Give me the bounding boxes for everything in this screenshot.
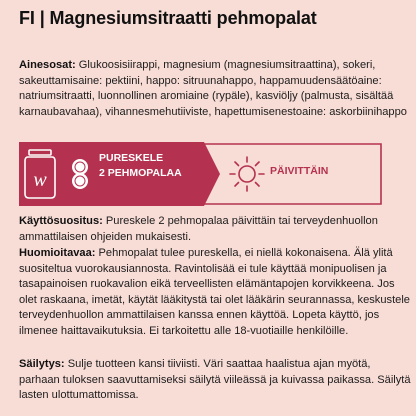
- daily-label: PÄIVITTÄIN: [270, 165, 329, 177]
- chew-line-2: 2 PEHMOPALAA: [99, 167, 182, 179]
- storage-section: [19, 357, 411, 404]
- svg-text:w: w: [33, 169, 47, 191]
- usage-section: [19, 214, 411, 245]
- chew-line-1: PURESKELE: [99, 152, 164, 164]
- ingredients-section: [19, 58, 411, 120]
- warning-section: [19, 246, 411, 340]
- ingredients-heading: Ainesosat:: [19, 59, 76, 71]
- warning-text: Pehmopalat tulee pureskella, ei niellä kokonaisena. Älä ylitä suositeltua vuorokausiannosta. Ravintolisää ei tule käyttää monipuolisen ja tasapainoisen ruokavalion eikä terveellisten elämäntapojen korvikkeena. Jos olet raskaana, imetät, käytät lääkitystä tai olet lääkärin seurannassa, keskustele terveydenhuollon ammattilaisen kanssa ennen käyttöä. Lopeta käyttö, jos ilmenee haittavaikutuksia. Ei tarkoitettu alle 18-vuotiaille henkilöille.: [19, 247, 410, 337]
- usage-heading: Käyttösuositus:: [19, 215, 103, 227]
- warning-heading: Huomioitavaa:: [19, 247, 96, 259]
- ingredients-text: Glukoosisiirappi, magnesium (magnesiumsitraattina), sokeri, sakeuttamisaine: pektiini, happo: sitruunahappo, happamuudensäätöaine: natriumsitraatti, luonnollinen aromiaine (rypäle), kasviöljy (palmusta, sisältää karnaubavahaa), vihannesmehutiiviste, hapettumisenestoaine: askorbiinihappo: [19, 59, 407, 118]
- chew-instruction: [99, 151, 182, 181]
- storage-text: Sulje tuotteen kansi tiiviisti. Väri saattaa haalistua ajan myötä, parhaan tuloksen saavuttamiseksi säilytä viileässä ja kuivassa paikassa. Säilytä lasten ulottumattomissa.: [19, 358, 411, 402]
- dosage-banner: [19, 142, 397, 206]
- page-title: FI | Magnesiumsitraatti pehmopalat: [19, 8, 317, 28]
- storage-heading: Säilytys:: [19, 358, 65, 370]
- usage-text: Pureskele 2 pehmopalaa päivittäin tai terveydenhuollon ammattilaisen ohjeiden mukaisesti.: [19, 215, 378, 243]
